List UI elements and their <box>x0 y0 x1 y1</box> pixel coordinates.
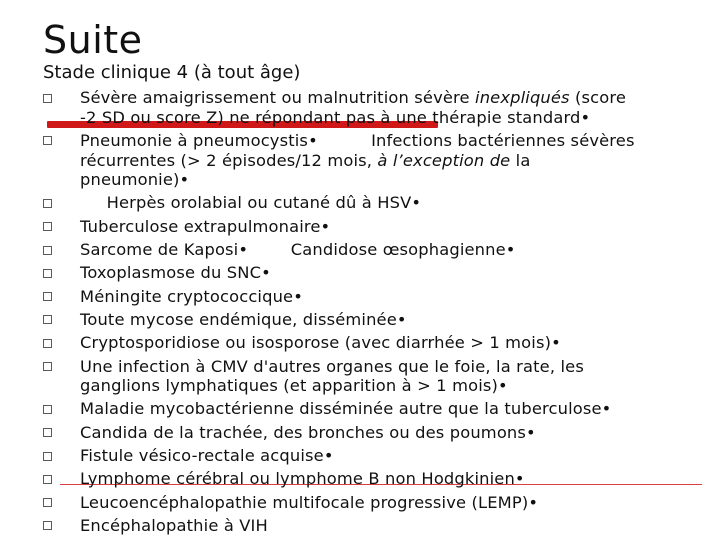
list-item-text: récurrentes (> 2 épisodes/12 mois, <box>80 150 378 170</box>
square-bullet-icon <box>43 222 52 231</box>
square-bullet-icon <box>43 315 52 324</box>
square-bullet-icon <box>43 428 52 437</box>
list-item-text: Sarcome de Kaposi• <box>80 240 249 259</box>
list-item-text: Pneumonie à pneumocystis• <box>80 130 318 150</box>
list-item-line <box>80 376 508 396</box>
list-item-text: Toute mycose endémique, disséminée• <box>80 309 407 329</box>
list-item-text: Sévère amaigrissement ou malnutrition sévère <box>80 88 476 107</box>
list-item-text: (score <box>569 88 627 107</box>
square-bullet-icon <box>43 339 52 348</box>
list-item-text: Fistule vésico-rectale acquise• <box>80 446 334 465</box>
list-item-text: Candida de la trachée, des bronches ou des poumons• <box>80 422 536 442</box>
square-bullet-icon <box>43 405 52 414</box>
square-bullet-icon <box>43 94 52 103</box>
list-item-line <box>80 151 530 171</box>
list-item-text: Méningite cryptococcique• <box>80 286 303 306</box>
list-item-line <box>80 516 268 536</box>
list-item-text: Leucoencéphalopathie multifocale progressive (LEMP)• <box>80 492 539 512</box>
list-item-text: Tuberculose extrapulmonaire• <box>80 216 331 236</box>
list-item-line <box>80 217 330 237</box>
square-bullet-icon <box>43 292 52 301</box>
list-item-line <box>80 131 635 151</box>
slide-title: Suite <box>43 18 143 62</box>
square-bullet-icon <box>43 362 52 371</box>
list-item-text: Toxoplasmose du SNC• <box>80 263 271 283</box>
list-item-line <box>80 446 334 466</box>
square-bullet-icon <box>43 246 52 255</box>
emphasis-text: inexpliqués <box>475 88 570 107</box>
list-item-line <box>80 310 407 330</box>
square-bullet-icon <box>43 199 52 208</box>
list-item-line <box>80 469 525 489</box>
list-item-text: Cryptosporidiose ou isosporose (avec diarrhée > 1 mois)• <box>80 333 561 353</box>
square-bullet-icon <box>43 136 52 145</box>
list-item-text: pneumonie)• <box>80 170 190 190</box>
list-item-text: Candidose œsophagienne• <box>248 240 516 259</box>
list-item-text: Une infection à CMV d'autres organes que le foie, la rate, les <box>80 356 584 376</box>
square-bullet-icon <box>43 521 52 530</box>
list-item-line <box>80 263 271 283</box>
list-item-line <box>80 493 538 513</box>
list-item-line <box>80 193 421 213</box>
list-item-line <box>80 170 189 190</box>
square-bullet-icon <box>43 269 52 278</box>
square-bullet-icon <box>43 475 52 484</box>
list-item-line <box>80 240 516 260</box>
list-item-text: Maladie mycobactérienne disséminée autre que la tuberculose• <box>80 399 612 419</box>
list-item-line <box>80 108 590 128</box>
list-item-text: Lymphome cérébral ou lymphome B non Hodgkinien• <box>80 469 525 489</box>
list-item-text: Herpès orolabial ou cutané dû à HSV• <box>80 193 422 213</box>
square-bullet-icon <box>43 452 52 461</box>
list-item-text: la <box>510 150 531 170</box>
list-item-line <box>80 333 561 353</box>
list-item-line <box>80 287 303 307</box>
list-item-line <box>80 399 611 419</box>
list-item-line <box>80 357 584 377</box>
slide-subtitle: Stade clinique 4 (à tout âge) <box>43 62 301 83</box>
list-item-line <box>80 423 536 443</box>
list-item-text: Encéphalopathie à VIH <box>80 515 268 535</box>
list-item-text: Infections bactériennes sévères <box>317 130 635 150</box>
list-item-text: ganglions lymphatiques (et apparition à > 1 mois)• <box>80 376 508 396</box>
emphasis-text: à l’exception de <box>377 150 511 170</box>
square-bullet-icon <box>43 498 52 507</box>
list-item-line <box>80 88 626 108</box>
list-item-text: -2 SD ou score Z) ne répondant pas à une thérapie standard• <box>80 107 591 127</box>
